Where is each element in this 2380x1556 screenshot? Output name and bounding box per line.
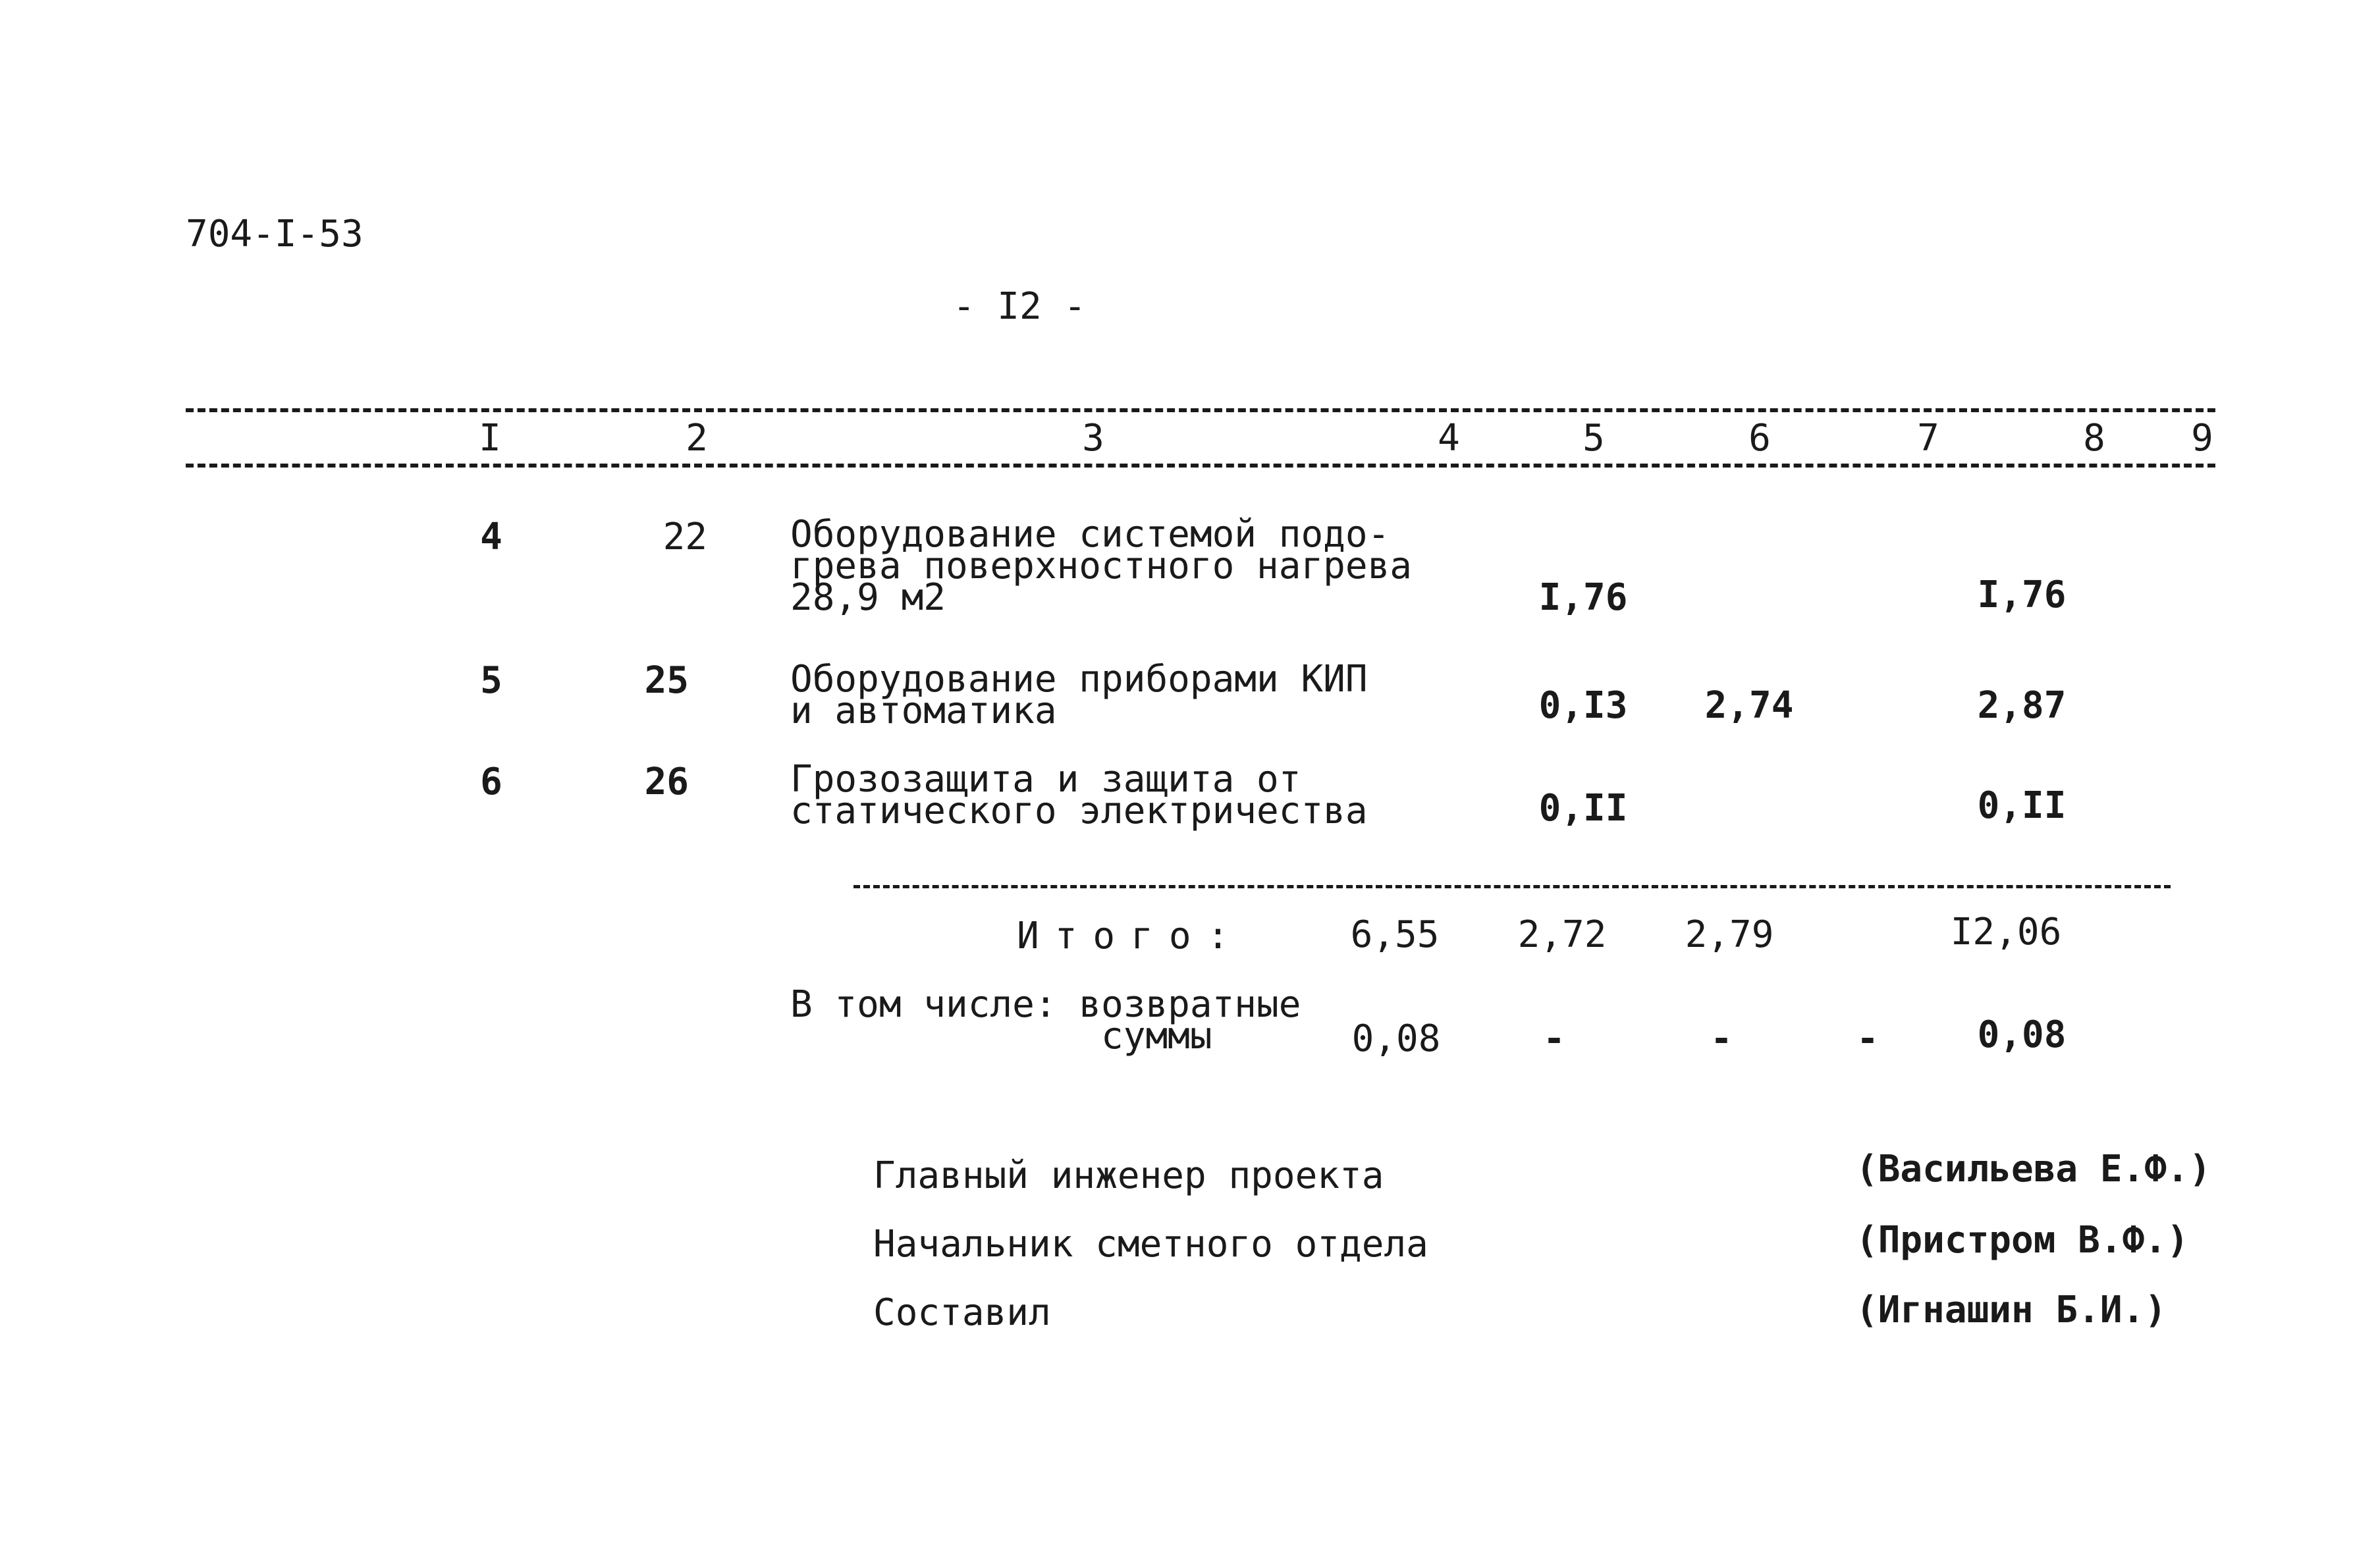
row-number: 6 — [480, 761, 502, 803]
including-col8: 0,08 — [1977, 1013, 2067, 1056]
row-reference: 25 — [644, 659, 689, 702]
row-value-col8: 0,II — [1977, 784, 2067, 827]
row-value-col8: I,76 — [1977, 574, 2067, 616]
signature-title: Главный инженер проекта — [873, 1154, 1384, 1197]
column-header: 2 — [686, 417, 708, 460]
row-number: 5 — [480, 659, 502, 702]
column-header: 4 — [1438, 417, 1460, 460]
including-col4: 0,08 — [1351, 1017, 1441, 1060]
row-value-col6: 2,74 — [1704, 684, 1794, 727]
total-label: Итого: — [1017, 915, 1245, 957]
row-value-col8: 2,87 — [1977, 684, 2067, 727]
total-col4: 6,55 — [1350, 913, 1440, 956]
row-description: Оборудование приборами КИП и автоматика — [790, 658, 1368, 732]
including-col7: - — [1856, 1017, 1879, 1060]
column-header: 8 — [2083, 417, 2105, 460]
document-code: 704-I-53 — [186, 213, 364, 255]
column-header: 9 — [2191, 417, 2213, 460]
column-header: 5 — [1582, 417, 1605, 460]
column-header: 7 — [1917, 417, 1939, 460]
row-number: 4 — [480, 516, 502, 558]
column-header: 6 — [1748, 417, 1771, 460]
row-value-col5: 0,II — [1538, 787, 1628, 830]
table-header-rule — [186, 464, 2215, 468]
total-col6: 2,79 — [1685, 913, 1774, 956]
table-top-rule — [186, 408, 2215, 412]
signature-title: Начальник сметного отдела — [873, 1223, 1428, 1266]
page-number: - I2 - — [952, 285, 1087, 328]
total-rule — [853, 885, 2171, 888]
including-col5: - — [1543, 1017, 1565, 1060]
signature-name: (Пристром В.Ф.) — [1856, 1219, 2189, 1262]
row-reference: 26 — [644, 761, 689, 803]
signature-name: (Васильева Е.Ф.) — [1856, 1148, 2211, 1191]
row-reference: 22 — [663, 516, 707, 558]
total-col5: 2,72 — [1517, 913, 1607, 956]
including-label: В том числе: возвратные суммы — [790, 983, 1301, 1058]
column-header: I — [479, 417, 501, 460]
including-col6: - — [1710, 1017, 1733, 1060]
row-description: Оборудование системой подо- грева поверхностного нагрева 28,9 м2 — [790, 513, 1413, 619]
row-description: Грозозащита и защита от статического электричества — [790, 758, 1368, 832]
signature-name: (Игнашин Б.И.) — [1856, 1289, 2167, 1331]
column-header: 3 — [1082, 417, 1104, 460]
signature-title: Составил — [873, 1291, 1051, 1334]
row-value-col5: I,76 — [1538, 576, 1628, 619]
row-value-col5: 0,I3 — [1538, 684, 1628, 727]
total-col8: I2,06 — [1950, 911, 2062, 953]
